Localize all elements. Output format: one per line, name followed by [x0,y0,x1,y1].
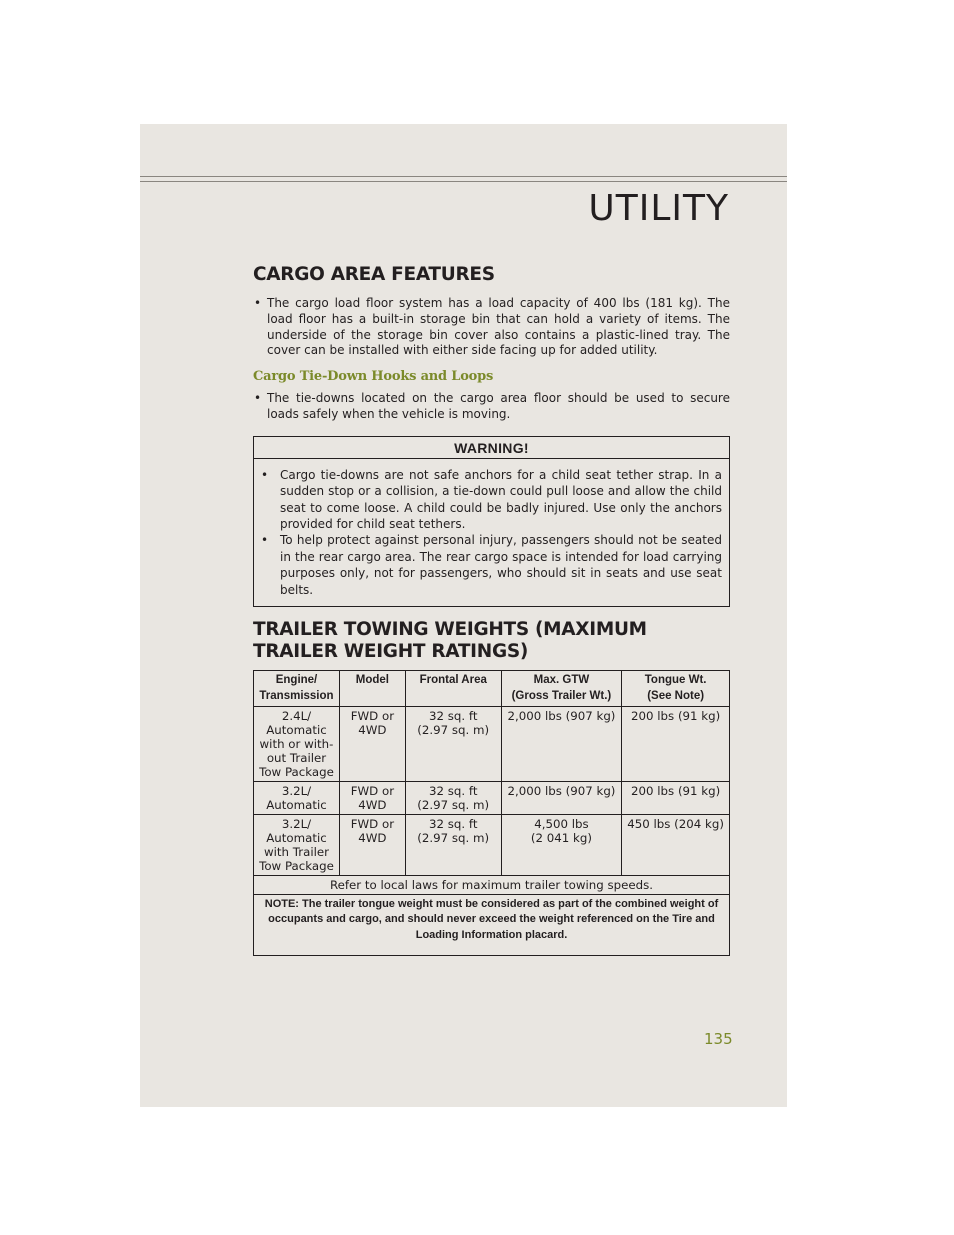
header-rule [140,176,787,177]
warning-title: WARNING! [254,437,729,459]
cargo-heading: CARGO AREA FEATURES [253,264,495,285]
towing-table [253,670,730,956]
tongue-weight-note: NOTE: The trailer tongue weight must be considered as part of the combined weight of occupants and cargo, and should never exceed the weight referenced on the Tire and Loading Information placard. [254,895,730,956]
main-content [253,264,730,956]
table-cell: 2.4L/ Automatic with or with- out Trailer Tow Package [254,707,340,782]
column-header: Frontal Area [405,671,501,707]
table-row [254,815,730,876]
table-cell: 200 lbs (91 kg) [622,707,730,782]
table-row [254,707,730,782]
column-header: Engine/ Transmission [254,671,340,707]
table-cell: 4,500 lbs (2 041 kg) [501,815,622,876]
speed-footer: Refer to local laws for maximum trailer towing speeds. [254,876,730,895]
table-note-row [254,895,730,956]
header-rule [140,181,787,182]
table-cell: FWD or 4WD [339,815,405,876]
list-item [253,296,730,359]
table-cell: 450 lbs (204 kg) [622,815,730,876]
tie-down-bullet-text: The tie-downs located on the cargo area floor should be used to secure loads safely when the vehicle is moving. [267,391,730,421]
list-item [260,532,722,598]
table-cell: 3.2L/ Automatic with Trailer Tow Package [254,815,340,876]
table-row [254,782,730,815]
page-panel [140,124,787,1107]
table-cell: 3.2L/ Automatic [254,782,340,815]
table-cell: FWD or 4WD [339,707,405,782]
table-cell: 32 sq. ft (2.97 sq. m) [405,782,501,815]
table-cell: 32 sq. ft (2.97 sq. m) [405,815,501,876]
table-cell: FWD or 4WD [339,782,405,815]
bullet-icon: • [254,296,262,310]
column-header: Max. GTW (Gross Trailer Wt.) [501,671,622,707]
table-cell: 200 lbs (91 kg) [622,782,730,815]
column-header: Tongue Wt. (See Note) [622,671,730,707]
table-cell: 2,000 lbs (907 kg) [501,782,622,815]
bullet-icon: • [254,391,262,406]
warning-box [253,436,730,607]
table-cell: 2,000 lbs (907 kg) [501,707,622,782]
warning-body [254,459,729,606]
page-number: 135 [704,1030,733,1048]
column-header: Model [339,671,405,707]
section-title: UTILITY [588,188,729,229]
warning-item: Cargo tie-downs are not safe anchors for a child seat tether strap. In a sudden stop or a collision, a tie-down could pull loose and allow the child seat to come loose. A child could be badly injured. Use only the anchors provided for child seat tethers. [280,467,722,531]
table-header-row [254,671,730,707]
warning-item: To help protect against personal injury, passengers should not be seated in the rear cargo area. The rear cargo space is intended for load carrying purposes only, not for passengers, who should sit in seats and use seat belts. [280,533,722,597]
bullet-icon: • [261,467,269,482]
towing-heading: TRAILER TOWING WEIGHTS (MAXIMUM TRAILER WEIGHT RATINGS) [253,619,647,663]
tie-down-subheading: Cargo Tie-Down Hooks and Loops [253,369,494,385]
table-cell: 32 sq. ft (2.97 sq. m) [405,707,501,782]
bullet-icon: • [261,533,269,548]
table-footer-row [254,876,730,895]
list-item [253,391,730,423]
cargo-bullet-text: The cargo load floor system has a load capacity of 400 lbs (181 kg). The load floor has a built-in storage bin that can hold a variety of items. The underside of the storage bin cover also contains a plastic-lined tray. The cover can be installed with either side facing up for added utility. [267,296,730,358]
list-item [260,467,722,533]
